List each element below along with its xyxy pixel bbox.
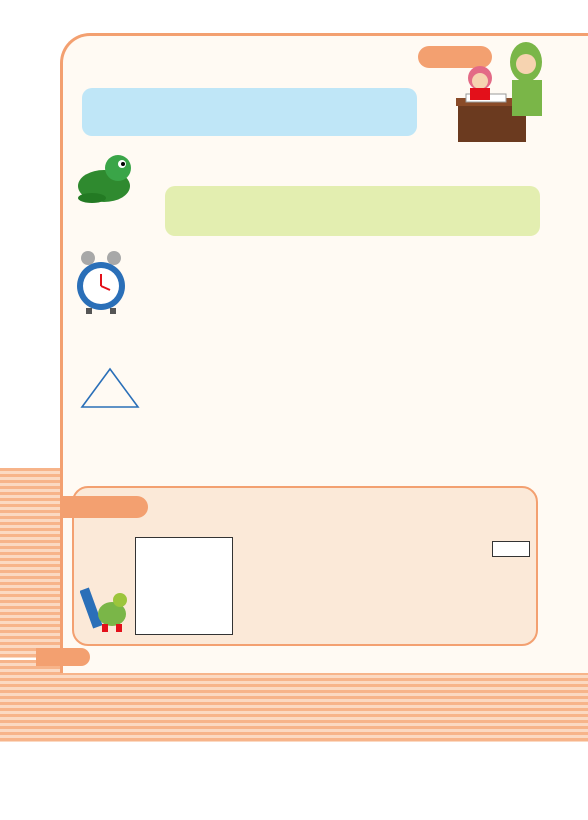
equilateral-triangle xyxy=(78,366,142,410)
domino-shape xyxy=(492,541,530,557)
page-number-tab xyxy=(36,648,90,666)
creative-text-1 xyxy=(240,541,530,557)
turtle-pencil-illustration xyxy=(80,580,130,636)
chessboard-grid xyxy=(135,537,233,635)
creative-title-tab xyxy=(60,496,148,518)
green-exercise-box xyxy=(165,186,540,236)
alarm-clock-icon xyxy=(74,250,128,316)
stripe-band-top xyxy=(0,468,60,658)
teacher-student-illustration xyxy=(456,40,548,158)
frog-illustration xyxy=(72,150,142,206)
blue-exercise-box xyxy=(82,88,417,136)
